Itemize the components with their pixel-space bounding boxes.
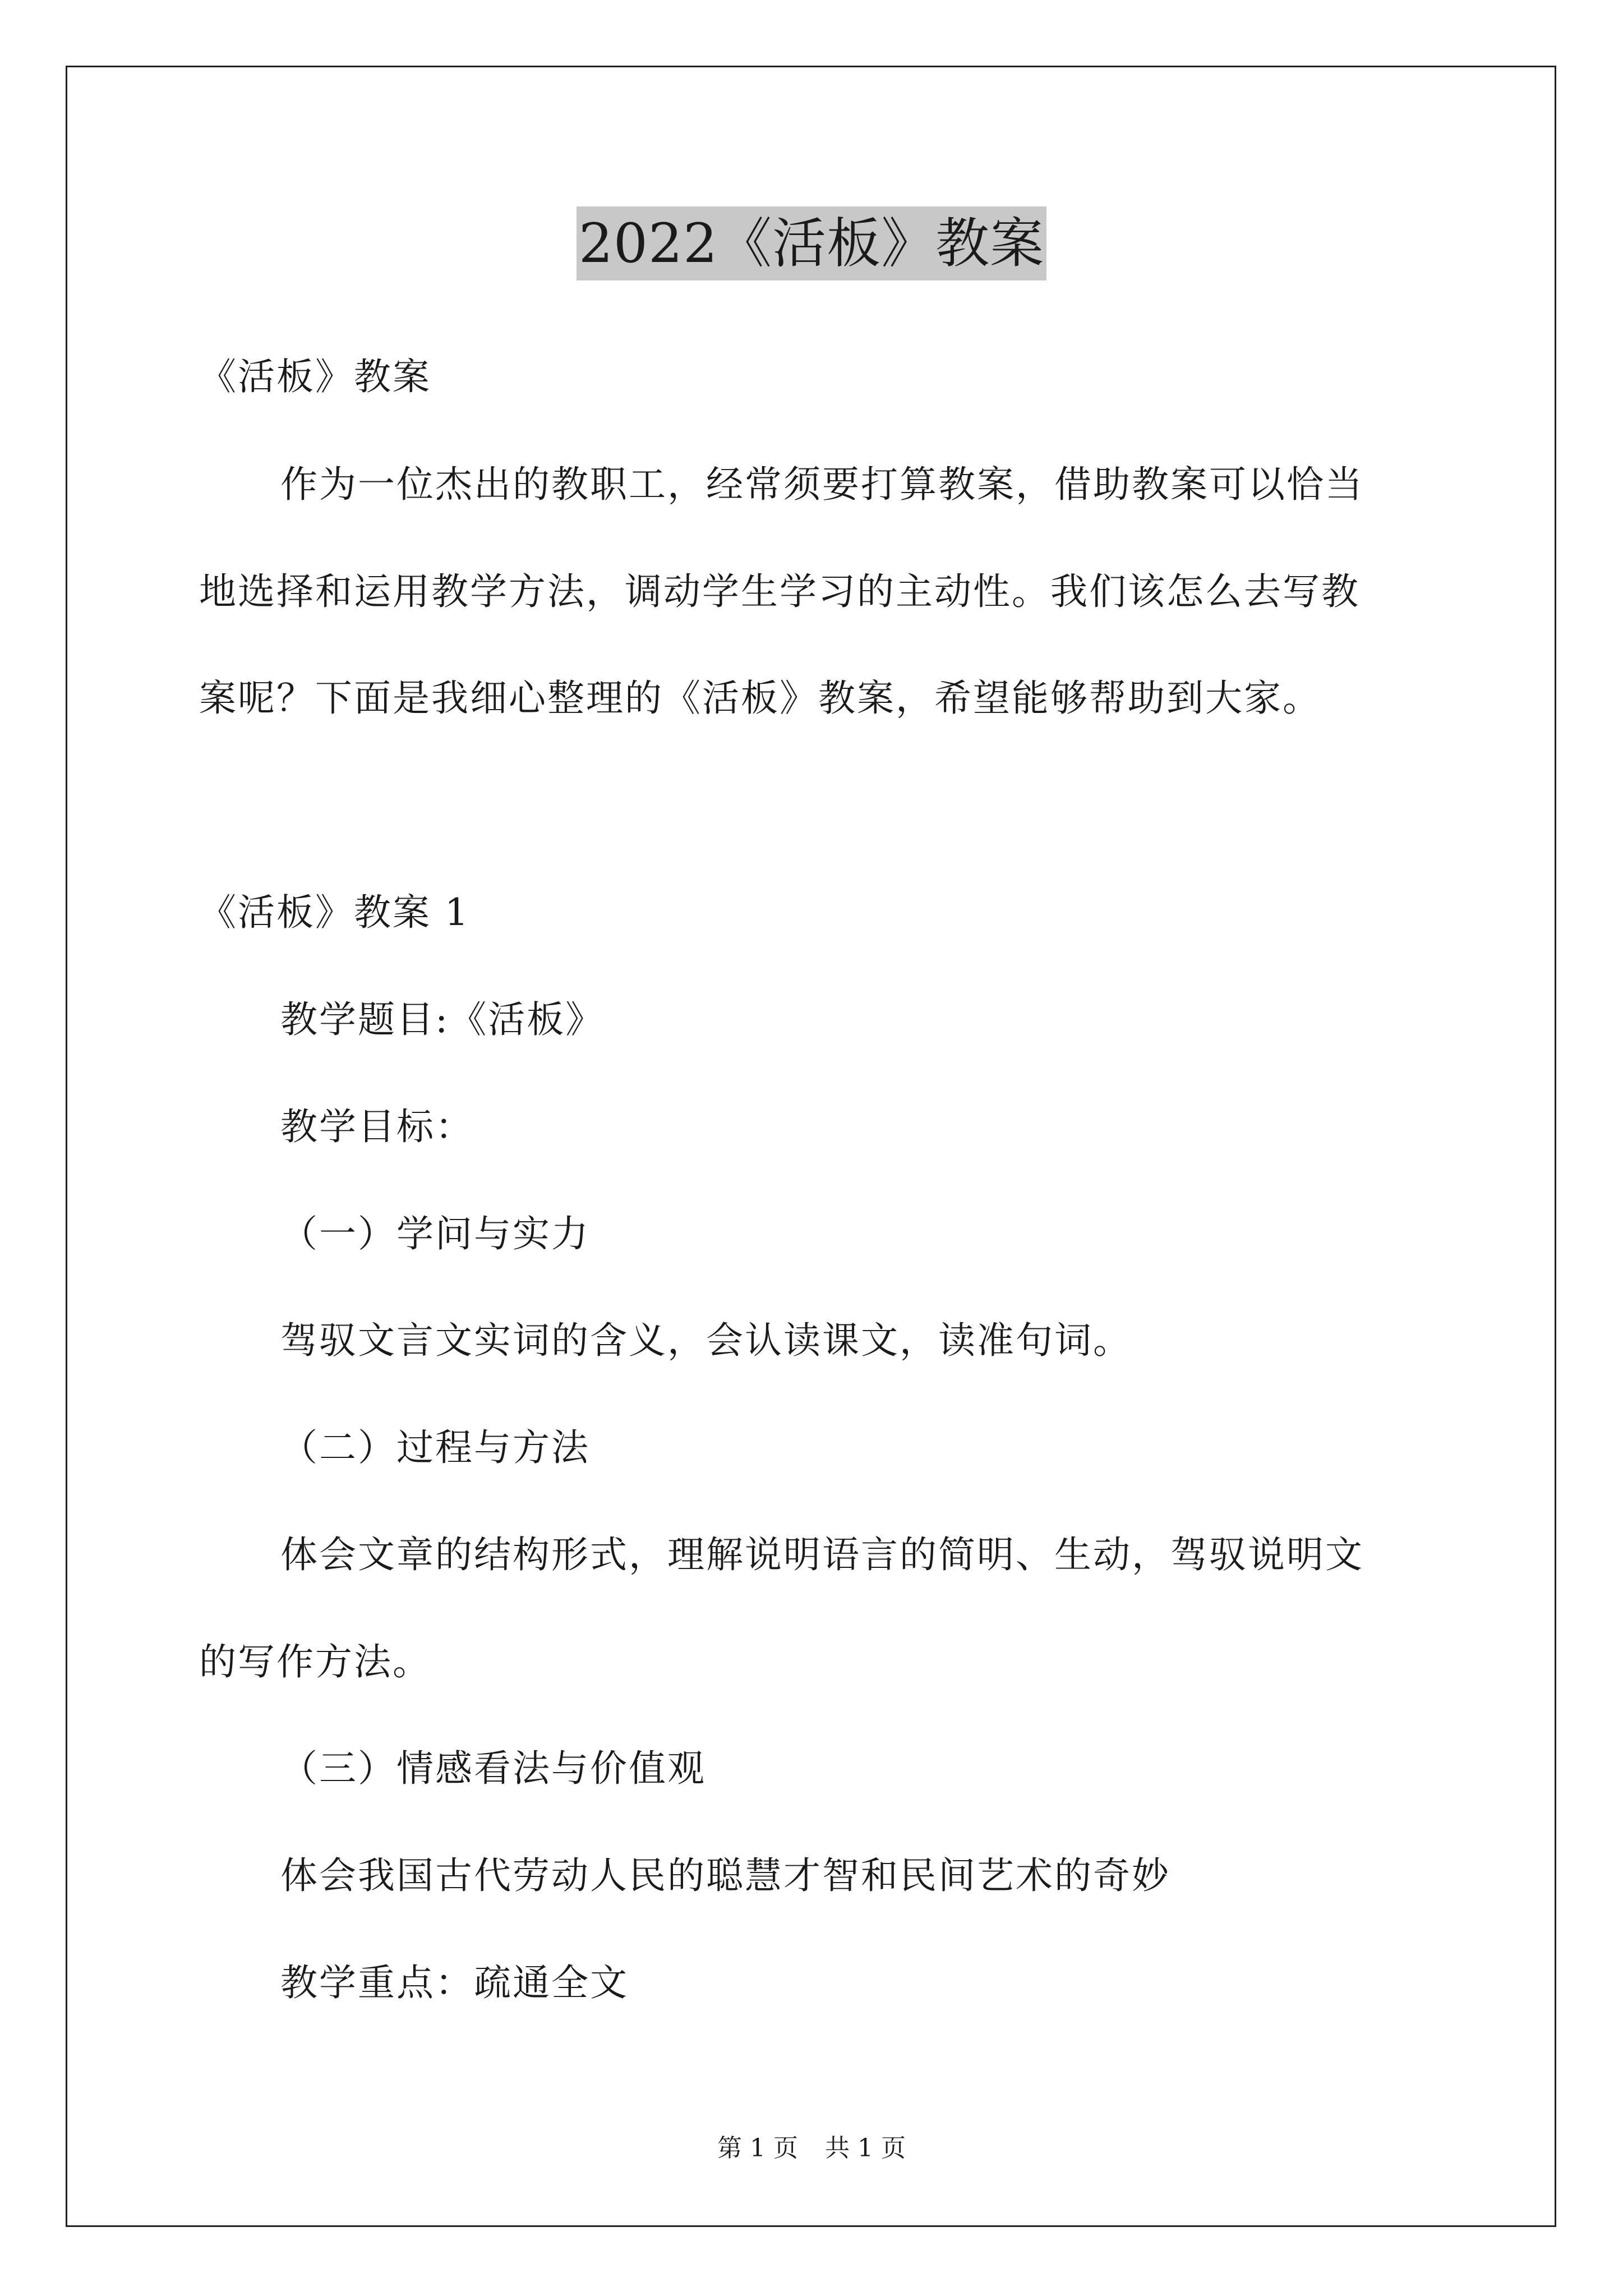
- goal2-text-line-1: 体会文章的结构形式，理解说明语言的简明、生动，驾驭说明文: [280, 1533, 1364, 1576]
- intro-line-3: 案呢？下面是我细心整理的《活板》教案，希望能够帮助到大家。: [199, 677, 1321, 720]
- intro-line-1: 作为一位杰出的教职工，经常须要打算教案，借助教案可以恰当: [280, 463, 1364, 506]
- section-heading: 《活板》教案 1: [199, 891, 470, 934]
- goal1-text: 驾驭文言文实词的含义，会认读课文，读准句词。: [280, 1319, 1132, 1362]
- document-subtitle: 《活板》教案: [199, 355, 431, 398]
- title-container: [0, 206, 1623, 280]
- page-footer: [0, 2132, 1623, 2165]
- goal2-heading: （二）过程与方法: [280, 1426, 590, 1469]
- page-number-total: 共 1 页: [825, 2134, 906, 2162]
- key-point: 教学重点：疏通全文: [280, 1961, 629, 2004]
- goal3-text: 体会我国古代劳动人民的聪慧才智和民间艺术的奇妙: [280, 1854, 1170, 1897]
- goal2-text-line-2: 的写作方法。: [199, 1640, 431, 1683]
- goal3-heading: （三）情感看法与价值观: [280, 1747, 706, 1790]
- document-title: 2022《活板》教案: [577, 206, 1046, 280]
- goal1-heading: （一）学问与实力: [280, 1212, 590, 1255]
- intro-line-2: 地选择和运用教学方法，调动学生学习的主动性。我们该怎么去写教: [199, 570, 1360, 613]
- lesson-title: 教学题目:《活板》: [280, 998, 605, 1041]
- goals-label: 教学目标：: [280, 1105, 474, 1148]
- page-number-current: 第 1 页: [717, 2134, 798, 2162]
